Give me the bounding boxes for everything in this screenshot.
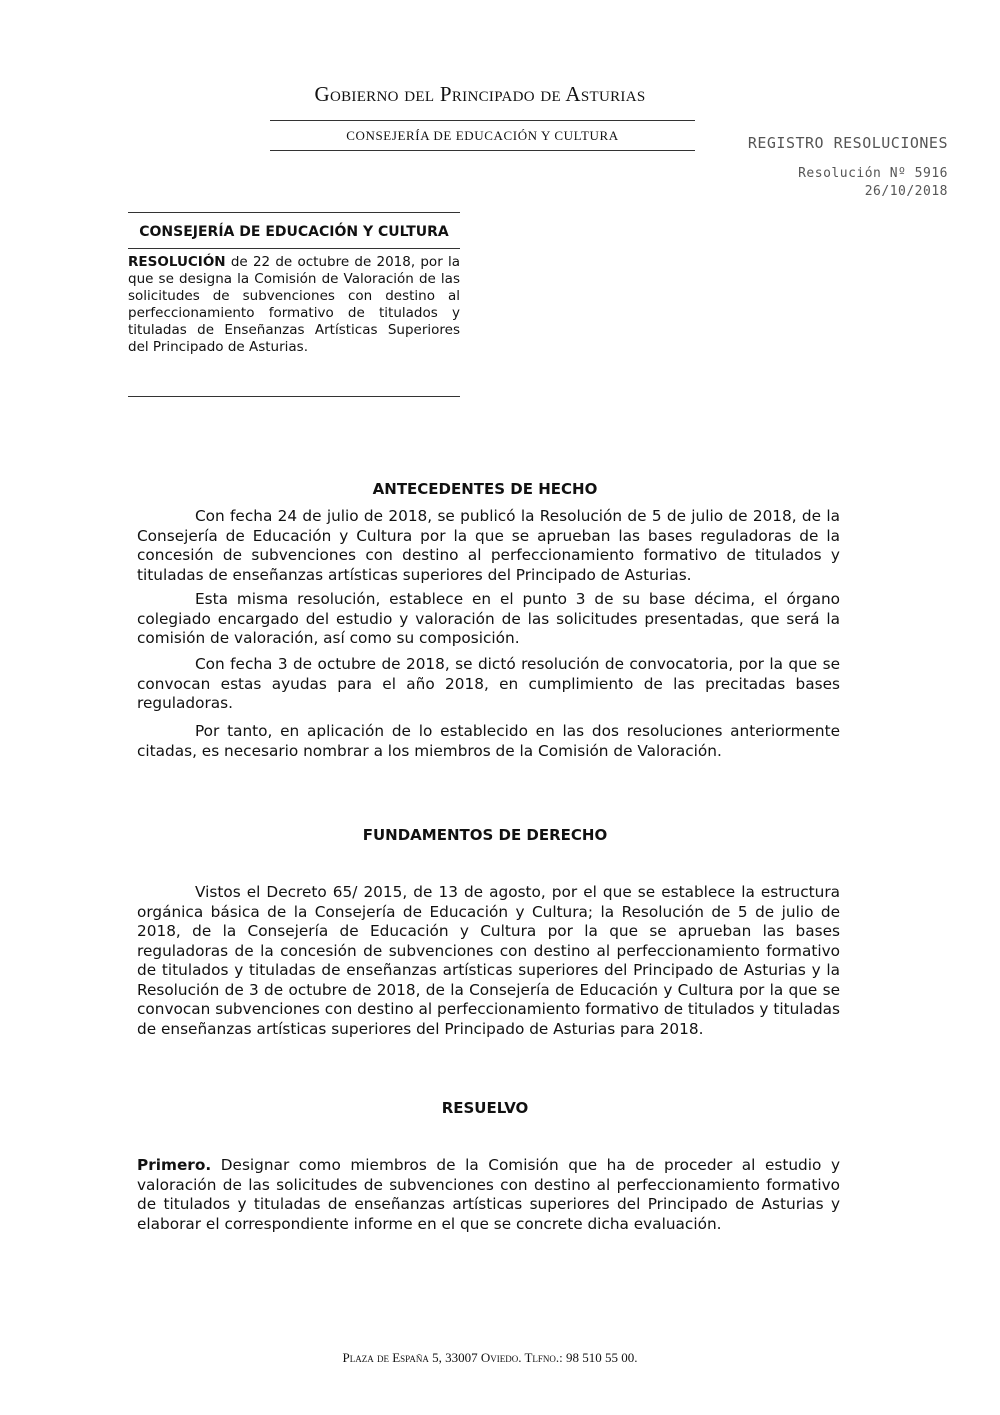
fundamentos-paragraph-1 (137, 883, 840, 1039)
page-footer-address: Plaza de España 5, 33007 Oviedo. Tlfno.: 98 510 55 00. (342, 1350, 638, 1365)
summary-box-title: CONSEJERÍA DE EDUCACIÓN Y CULTURA (139, 224, 449, 240)
antecedentes-paragraph-3 (137, 655, 840, 714)
page-header-title: Gobierno del Principado de Asturias (314, 82, 646, 106)
summary-box-lead: RESOLUCIÓN (128, 254, 226, 270)
section-title-antecedentes: ANTECEDENTES DE HECHO (372, 480, 598, 498)
header-divider-bottom (270, 150, 695, 151)
stamp-date: 26/10/2018 (864, 184, 948, 199)
registry-stamp (748, 134, 948, 201)
antecedentes-p2-text: Esta misma resolución, establece en el punto 3 de su base décima, el órgano colegiado encargado del estudio y valoración de las solicitudes presentadas, que será la comisión de valoración, así como su composición. (137, 590, 840, 647)
summary-box-bottom-rule (128, 396, 460, 397)
stamp-resolution-number: Resolución Nº 5916 (798, 166, 948, 181)
summary-box-text (128, 249, 460, 356)
summary-box-body: de 22 de octubre de 2018, por la que se designa la Comisión de Valoración de las solicitudes de subvenciones con destino al perfeccionamiento formativo de titulados y tituladas de Enseñanzas Artísticas Superiores del Principado de Asturias. (128, 254, 460, 355)
resuelvo-lead: Primero. (137, 1156, 212, 1174)
fundamentos-p1-text: Vistos el Decreto 65/ 2015, de 13 de agosto, por el que se establece la estructura orgánica básica de la Consejería de Educación y Cultura; la Resolución de 5 de julio de 2018, de la Consejería de Educación y Cultura por la que se aprueban las bases reguladoras de la concesión de subvenciones con destino al perfeccionamiento formativo de titulados y tituladas de enseñanzas artísticas superiores del Principado de Asturias y la Resolución de 3 de octubre de 2018, de la Consejería de Educación y Cultura por la que se convocan subvenciones con destino al perfeccionamiento formativo de titulados y tituladas de enseñanzas artísticas superiores del Principado de Asturias para 2018. (137, 883, 840, 1038)
resuelvo-p1-text: Designar como miembros de la Comisión que ha de proceder al estudio y valoración de las solicitudes de subvenciones con destino al perfeccionamiento formativo de titulados y tituladas de enseñanzas artísticas superiores del Principado de Asturias y elaborar el correspondiente informe en el que se concrete dicha evaluación. (137, 1156, 840, 1233)
resuelvo-paragraph-1 (137, 1156, 840, 1234)
section-title-resuelvo: RESUELVO (441, 1099, 529, 1117)
summary-box (128, 212, 460, 397)
section-title-fundamentos: FUNDAMENTOS DE DERECHO (362, 826, 608, 844)
antecedentes-paragraph-2 (137, 590, 840, 649)
antecedentes-p3-text: Con fecha 3 de octubre de 2018, se dictó resolución de convocatoria, por la que se convocan estas ayudas para el año 2018, en cumplimiento de las precitadas bases reguladoras. (137, 655, 840, 712)
page-header-department: CONSEJERÍA DE EDUCACIÓN Y CULTURA (346, 128, 619, 143)
antecedentes-paragraph-1 (137, 507, 840, 585)
stamp-title: REGISTRO RESOLUCIONES (747, 134, 948, 152)
antecedentes-paragraph-4 (137, 722, 840, 761)
header-divider-top (270, 120, 695, 121)
antecedentes-p4-text: Por tanto, en aplicación de lo establecido en las dos resoluciones anteriormente citadas, es necesario nombrar a los miembros de la Comisión de Valoración. (137, 722, 840, 760)
antecedentes-p1-text: Con fecha 24 de julio de 2018, se publicó la Resolución de 5 de julio de 2018, de la Consejería de Educación y Cultura por la que se aprueban las bases reguladoras de la concesión de subvenciones con destino al perfeccionamiento formativo de titulados y tituladas de enseñanzas artísticas superiores del Principado de Asturias. (137, 507, 840, 584)
